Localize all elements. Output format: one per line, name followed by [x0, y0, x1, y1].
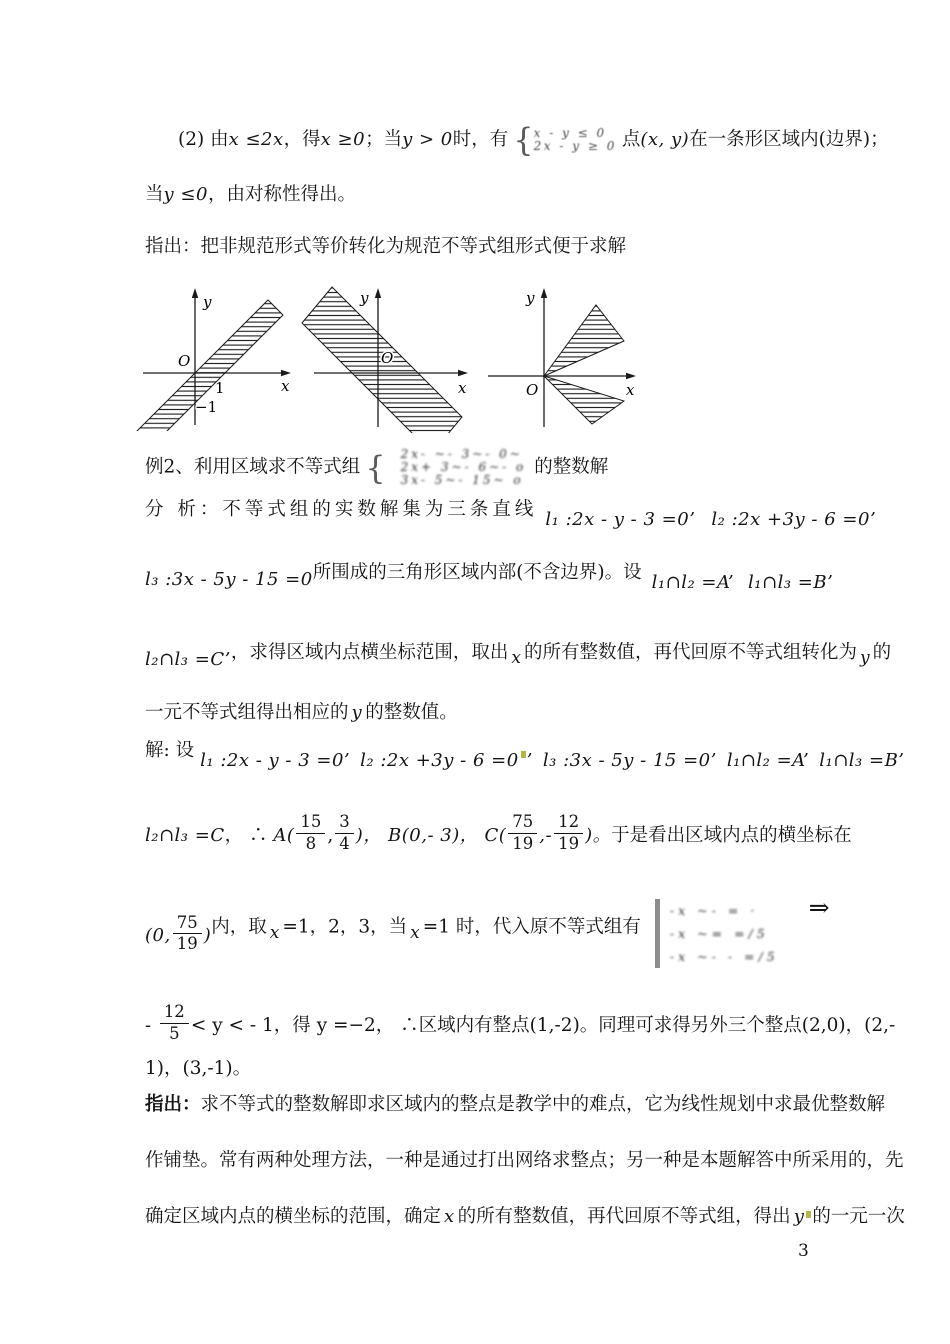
illegible-rows [670, 899, 779, 968]
para2-text: ，由对称性得出。 [207, 184, 356, 205]
x-arrow [458, 370, 468, 376]
yvalues-text: 一元不等式组得出相应的 [145, 702, 349, 723]
analysis-text: 不等式组的实数解集为三条直线 [222, 499, 538, 520]
solution-label: 解: 设 [145, 740, 195, 761]
range-text: 的 [872, 642, 892, 663]
range-line [145, 640, 892, 670]
fraction-numerator: 15 [296, 813, 325, 833]
analysis-label: 分 析： [145, 499, 223, 520]
math-run: y ≤0 [163, 184, 208, 205]
fraction-12-19 [554, 813, 583, 852]
comma: , [327, 825, 334, 846]
x-axis-label: x [281, 377, 290, 395]
tick-1: 1 [215, 379, 225, 397]
brace-glyph: { [365, 448, 386, 487]
note2-line2 [145, 1148, 904, 1174]
interval-text: =1 时，代入原不等式组有 [422, 916, 641, 938]
para2-text: 在一条形区域内(边界)； [689, 129, 889, 150]
illegible-row: -x ~= =/5 [669, 926, 769, 941]
point-a: A( [273, 825, 295, 846]
interval-line [145, 893, 830, 973]
interval-close: ) [203, 924, 212, 946]
points-tail: 于是看出区域内点的横坐标在 [611, 825, 852, 846]
yvalues-text: 的整数值。 [365, 702, 458, 723]
fraction-numerator: 12 [554, 813, 583, 833]
y-axis-label: y [360, 289, 369, 307]
points-text: ， ∴ [224, 825, 274, 846]
example2-post: 的整数解 [534, 456, 609, 478]
note1-line [145, 234, 626, 260]
system-brace-bar [655, 899, 660, 968]
system-row: x - y ≤ 0 [533, 126, 607, 140]
fraction-15-8 [296, 813, 325, 852]
illegible-system-bar [655, 899, 779, 968]
point-c-close: )。 [585, 825, 612, 846]
math-run: (x, y) [640, 129, 690, 150]
artifact-dot [806, 1211, 811, 1218]
interval-text: =1，2，3，当 [282, 916, 408, 938]
formula-intersect-c: l₂∩l₃ =C’ [145, 649, 231, 670]
fraction-12-5 [160, 1003, 189, 1042]
neg-sign: - [145, 1015, 158, 1036]
system-rows [534, 127, 617, 153]
fraction-numerator: 12 [160, 1003, 189, 1023]
math-y: y [859, 648, 870, 668]
note1-label: 指出： [145, 236, 201, 257]
tick-neg1: −1 [195, 398, 218, 416]
para2-text: 当 [145, 184, 164, 205]
illegible-row: 3x- 5~- 15~ o [400, 473, 524, 487]
graph-negative-band [300, 281, 485, 433]
y-arrow [192, 288, 198, 298]
result-text: < y < - 1，得 y =−2， ∴区域内有整点(1,-2)。同理可求得另外三个整点(2,0)，(2,- [190, 1015, 896, 1036]
formula-intersect-c: l₂∩l₃ =C [145, 825, 225, 846]
fraction-denominator: 19 [176, 934, 198, 953]
fraction-denominator: 19 [558, 833, 580, 853]
para2-text: ，得 [283, 129, 321, 150]
example2-pre: 例2、利用区域求不等式组 [145, 456, 361, 478]
x-arrow [626, 373, 636, 379]
range-text: ，求得区域内点横坐标范围，取出 [230, 642, 509, 663]
note2-line1 [145, 1092, 885, 1118]
graph-wedges [476, 281, 648, 433]
range-text: 的所有整数值，再代回原不等式组转化为 [523, 642, 857, 663]
y-arrow [375, 288, 381, 298]
y-arrow [541, 288, 547, 298]
fraction-numerator: 3 [335, 813, 354, 833]
illegible-row: 2x+ 3~- 6~- o [400, 460, 527, 474]
result-text: 1)，(3,-1)。 [145, 1058, 252, 1079]
point-a-close: )， [355, 825, 389, 846]
math-y: y [351, 702, 363, 723]
formula-l2: l₂ :2x +3y - 6 =0 [360, 750, 519, 771]
math-x: x [410, 922, 420, 943]
l3-text: 所围成的三角形区域内部(不含边界)。设 [312, 562, 642, 583]
formula-l2: l₂ :2x +3y - 6 =0’ [711, 509, 877, 530]
fraction-3-4 [335, 813, 354, 852]
fraction-denominator: 19 [512, 833, 534, 853]
implies-arrow: ⇒ [808, 892, 830, 922]
yvalues-line [145, 700, 458, 726]
math-run: x ≥0 [320, 129, 366, 150]
formula-l3: l₃ :3x - 5y - 15 =0 [145, 569, 313, 590]
math-y: y [793, 1206, 805, 1227]
formula-l2-prime: ’ [526, 750, 533, 771]
point-c-mid: ,- [539, 825, 553, 846]
upper-wedge [544, 305, 624, 376]
y-axis-label: y [203, 293, 212, 311]
formula-l1: l₁ :2x - y - 3 =0’ [200, 750, 351, 771]
system-row: 2x - y ≥ 0 [533, 139, 617, 153]
l3-line [145, 560, 834, 593]
illegible-row: -x ~- = · [669, 903, 759, 918]
illegible-row: -x ~- - =/5 [669, 949, 779, 964]
note2-label: 指出： [145, 1094, 201, 1115]
x-arrow [281, 370, 291, 376]
fraction-denominator: 4 [339, 833, 350, 853]
result-line1 [145, 998, 895, 1054]
math-run: x ≤2x [228, 129, 284, 150]
formula-intersect-b: l₁∩l₃ =B’ [748, 572, 834, 593]
formula-intersect-b: l₁∩l₃ =B’ [819, 750, 905, 771]
points-line [145, 808, 852, 864]
example2-line [145, 448, 608, 487]
math-x: x [511, 648, 521, 668]
origin-label: O [526, 381, 539, 399]
fraction-75-19 [173, 914, 202, 953]
formula-l1: l₁ :2x - y - 3 =0’ [545, 509, 696, 530]
brace-wrap [365, 448, 386, 487]
math-x: x [269, 922, 280, 943]
point-c: C( [484, 825, 507, 846]
fraction-denominator: 8 [305, 833, 317, 853]
fraction-75-19 [508, 813, 537, 852]
analysis-line [145, 497, 877, 530]
formula-intersect-a: l₁∩l₂ =A’ [651, 572, 735, 593]
math-run: y > 0 [402, 129, 453, 150]
para2-text: 时，有 [452, 129, 509, 150]
note2-text: 作铺垫。常有两种处理方法，一种是通过打出网络求整点；另一种是本题解答中所采用的，先 [145, 1150, 904, 1171]
point-b: B(0,- 3)， [388, 825, 485, 846]
math-x: x [444, 1206, 455, 1227]
graph-positive-band [133, 283, 313, 431]
interval-open: (0, [145, 924, 171, 946]
para2-text: (2) 由 [178, 129, 229, 150]
formula-l3: l₃ :3x - 5y - 15 =0’ [542, 750, 717, 771]
artifact-dot [521, 751, 526, 758]
solution-line [145, 738, 905, 771]
x-axis-label: x [458, 379, 467, 397]
page-number: 3 [798, 1241, 809, 1261]
note2-text: 求不等式的整数解即求区域内的整点是教学中的难点，它为线性规划中求最优整数解 [200, 1094, 886, 1115]
formula-intersect-a: l₁∩l₂ =A’ [726, 750, 810, 771]
result-line2 [145, 1056, 251, 1082]
note2-text: 的一元一次 [812, 1206, 905, 1227]
x-axis-label: x [626, 381, 635, 399]
note2-text: 的所有整数值，再代回原不等式组，得出 [457, 1206, 791, 1227]
fraction-denominator: 5 [169, 1023, 180, 1043]
para2-text: 点 [621, 129, 641, 150]
fraction-numerator: 75 [508, 813, 537, 833]
illegible-system [401, 448, 527, 487]
note1-text: 把非规范形式等价转化为规范不等式组形式便于求解 [200, 236, 627, 257]
inequality-system-small [513, 121, 617, 159]
y-axis-label: y [526, 289, 535, 307]
para2-line2 [145, 182, 356, 208]
origin-label: O [381, 349, 394, 367]
para2-line1 [178, 121, 889, 159]
para2-text: ；当 [365, 129, 403, 150]
origin-label: O [178, 352, 191, 370]
interval-text: 内，取 [211, 916, 267, 938]
note2-text: 确定区域内点的横坐标的范围，确定 [145, 1206, 442, 1227]
note2-line3 [145, 1204, 905, 1230]
fraction-numerator: 75 [173, 914, 202, 934]
brace-glyph: { [513, 121, 534, 159]
illegible-row: 2x- ~- 3~- 0~ [400, 447, 523, 461]
lower-wedge [544, 376, 624, 424]
